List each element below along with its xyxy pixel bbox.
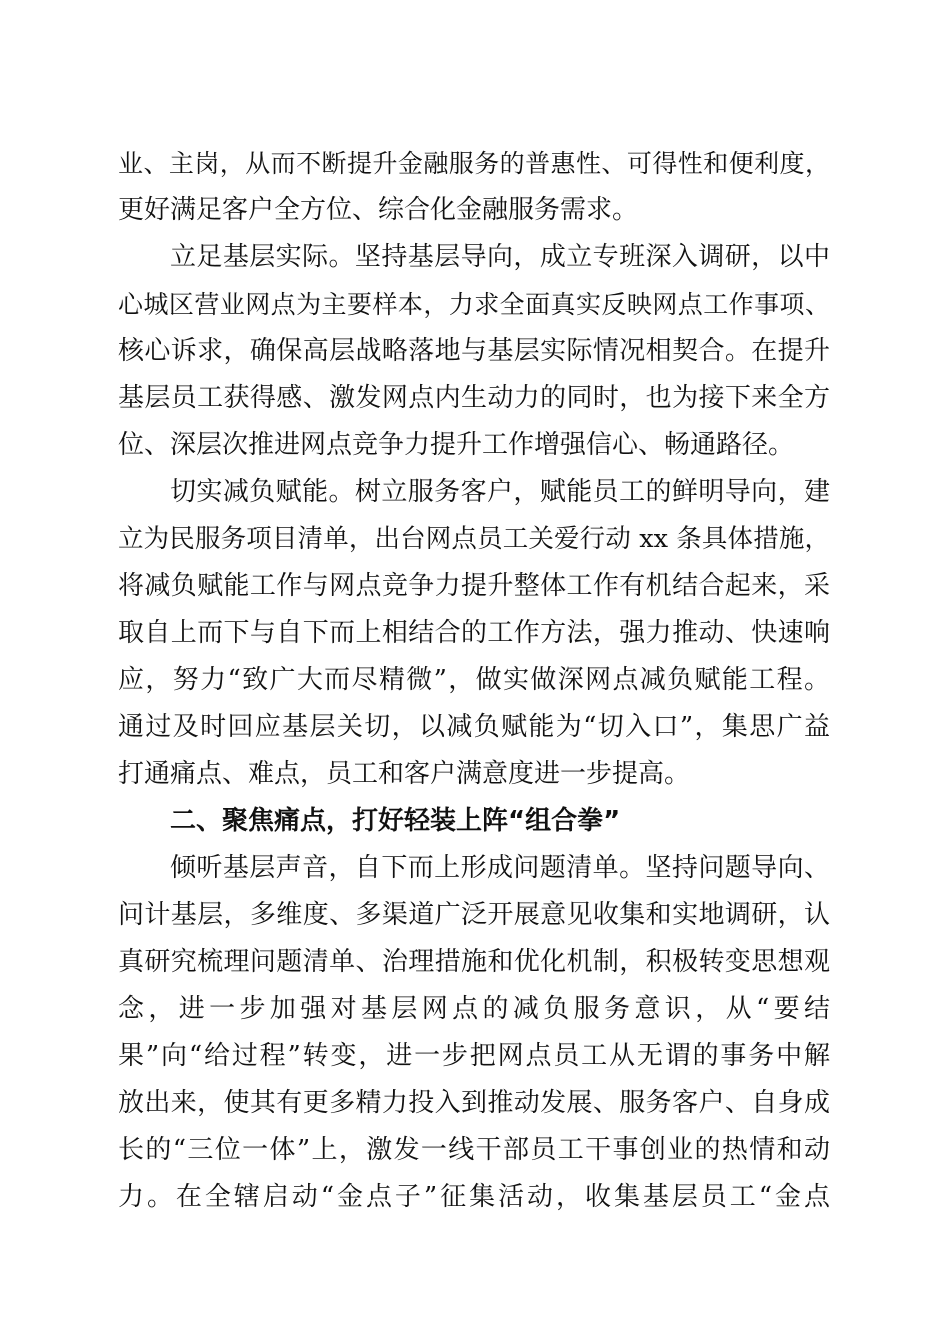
text-line: 位、深层次推进网点竞争力提升工作增强信心、畅通路径。: [118, 430, 795, 460]
text-line: 基层员工获得感、激发网点内生动力的同时，也为接下来全方: [118, 383, 830, 413]
text-line: 放出来，使其有更多精力投入到推动发展、服务客户、自身成: [118, 1088, 830, 1118]
text-line: 将减负赋能工作与网点竞争力提升整体工作有机结合起来，采: [118, 571, 830, 601]
text-line: 果”向“给过程”转变，进一步把网点员工从无谓的事务中解: [118, 1041, 830, 1071]
text-line: 长的“三位一体”上，激发一线干部员工干事创业的热情和动: [118, 1135, 830, 1165]
text-line: 问计基层，多维度、多渠道广泛开展意见收集和实地调研，认: [118, 900, 830, 930]
text-line: 立为民服务项目清单，出台网点员工关爱行动 xx 条具体措施，: [118, 524, 830, 554]
text-line: 业、主岗，从而不断提升金融服务的普惠性、可得性和便利度，: [118, 149, 830, 178]
text-line: 应，努力“致广大而尽精微”，做实做深网点减负赋能工程。: [118, 665, 830, 695]
text-line: 念，进一步加强对基层网点的减负服务意识，从“要结: [118, 994, 830, 1024]
text-line: 心城区营业网点为主要样本，力求全面真实反映网点工作事项、: [118, 290, 830, 319]
text-line: 核心诉求，确保高层战略落地与基层实际情况相契合。在提升: [118, 336, 830, 366]
paragraph-start: 切实减负赋能。树立服务客户，赋能员工的鲜明导向，建: [170, 477, 830, 507]
text-line: 真研究梳理问题清单、治理措施和优化机制，积极转变思想观: [118, 947, 830, 977]
text-line: 通过及时回应基层关切，以减负赋能为“切入口”，集思广益: [118, 712, 830, 742]
paragraph-start: 倾听基层声音，自下而上形成问题清单。坚持问题导向、: [170, 853, 830, 883]
document-body: [118, 140, 830, 1221]
text-line: 取自上而下与自下而上相结合的工作方法，强力推动、快速响: [118, 618, 830, 648]
section-heading: 二、聚焦痛点，打好轻装上阵“组合拳”: [170, 806, 621, 836]
paragraph-start: 立足基层实际。坚持基层导向，成立专班深入调研，以中: [170, 242, 830, 272]
text-line: 力。在全辖启动“金点子”征集活动，收集基层员工“金点: [118, 1182, 830, 1212]
text-line: 更好满足客户全方位、综合化金融服务需求。: [118, 195, 639, 225]
text-line: 打通痛点、难点，员工和客户满意度进一步提高。: [118, 759, 691, 789]
